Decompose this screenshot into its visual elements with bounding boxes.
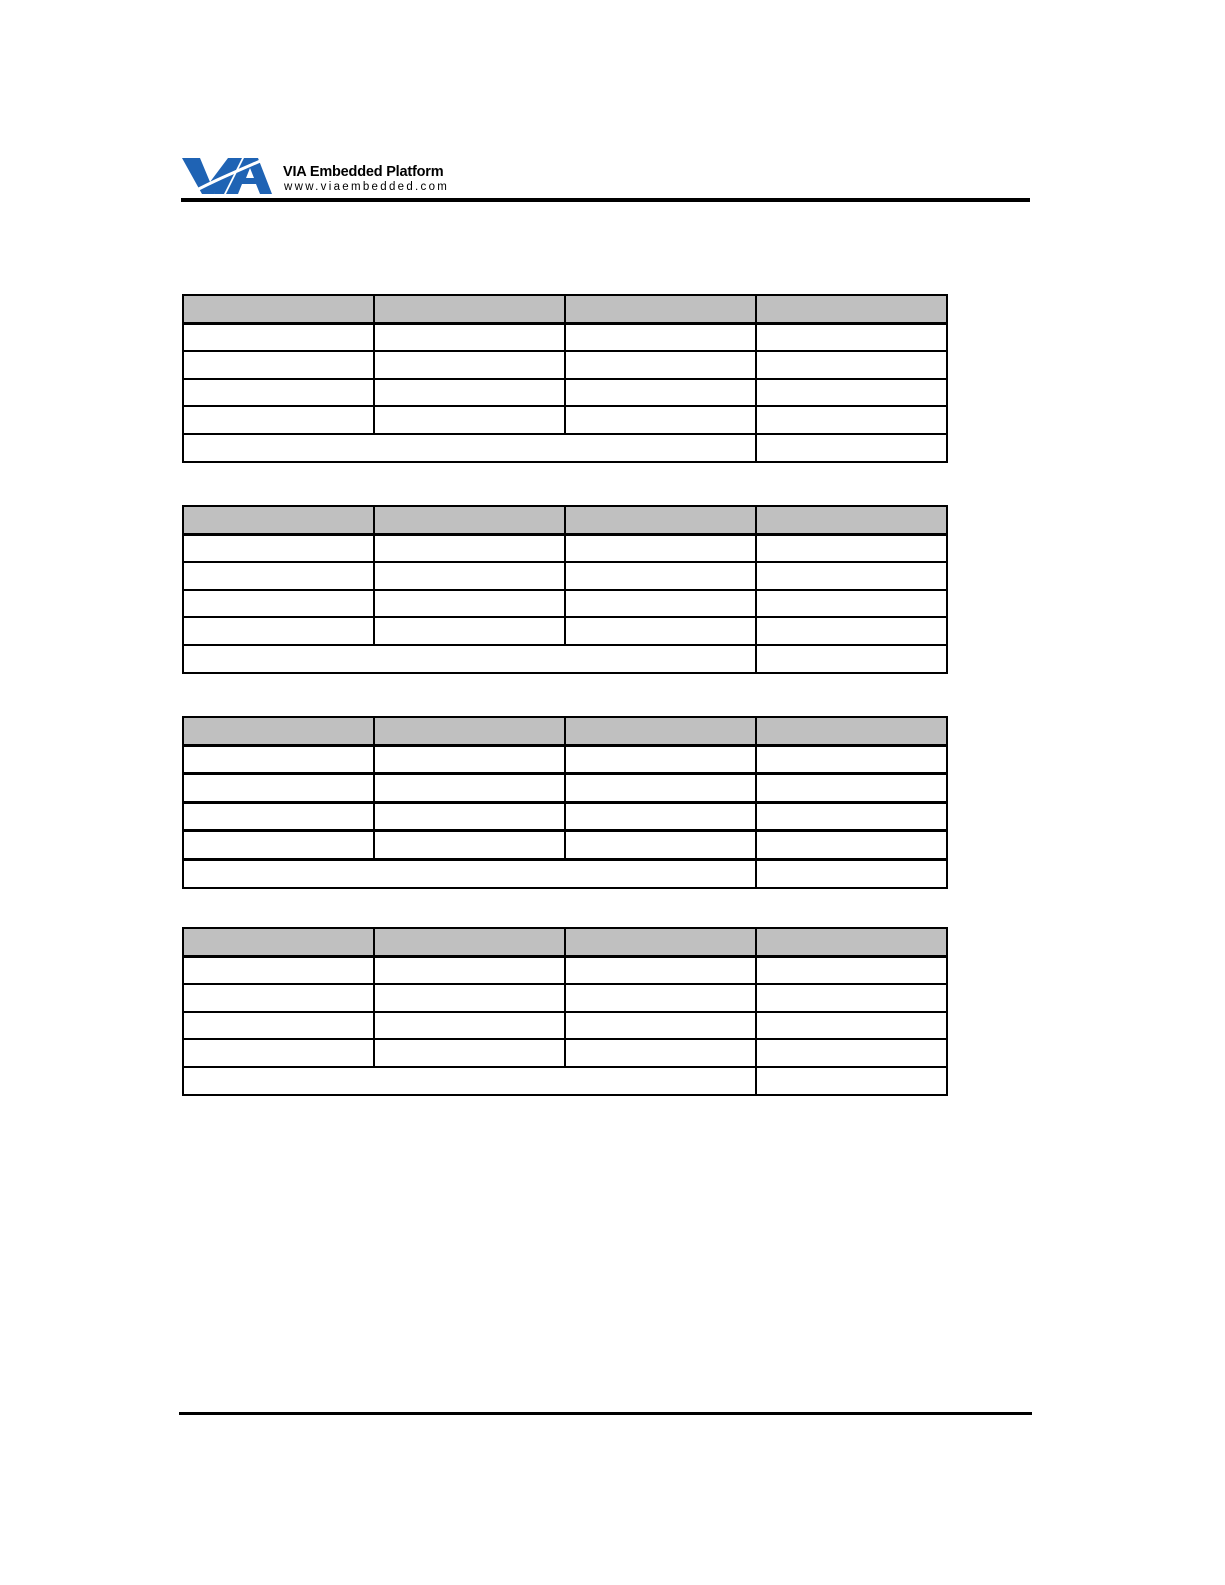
- table-cell: [183, 802, 374, 831]
- table-row: [183, 802, 947, 831]
- table-cell: [756, 351, 947, 379]
- header-cell: [183, 717, 374, 745]
- table-row: [183, 379, 947, 407]
- table-cell: [374, 379, 565, 407]
- total-value-cell: [756, 434, 947, 462]
- header-cell: [374, 928, 565, 956]
- footer-rule: [179, 1412, 1032, 1415]
- table-row: [183, 590, 947, 618]
- table-cell: [756, 590, 947, 618]
- table-row: [183, 323, 947, 351]
- table-cell: [183, 1012, 374, 1040]
- brand-name: VIA Embedded Platform: [283, 164, 444, 180]
- table-cell: [565, 1012, 756, 1040]
- table-row: [183, 745, 947, 774]
- table-cell: [183, 406, 374, 434]
- table-cell: [756, 323, 947, 351]
- total-value-cell: [756, 645, 947, 673]
- header-cell: [183, 928, 374, 956]
- table-cell: [374, 534, 565, 562]
- table-cell: [565, 802, 756, 831]
- table-cell: [565, 984, 756, 1012]
- table-cell: [183, 984, 374, 1012]
- table-cell: [374, 590, 565, 618]
- table-row: [183, 956, 947, 984]
- table-total-row: [183, 1067, 947, 1095]
- table-cell: [565, 323, 756, 351]
- via-logo-icon: [180, 152, 276, 200]
- header-cell: [374, 506, 565, 534]
- table-cell: [183, 745, 374, 774]
- header-cell: [756, 295, 947, 323]
- table-row: [183, 406, 947, 434]
- header-cell: [756, 717, 947, 745]
- table-row: [183, 351, 947, 379]
- table-cell: [565, 590, 756, 618]
- table-header-row: [183, 506, 947, 534]
- table-cell: [565, 831, 756, 860]
- table-cell: [374, 323, 565, 351]
- table-cell: [374, 956, 565, 984]
- table-row: [183, 774, 947, 803]
- table-cell: [374, 1039, 565, 1067]
- table-cell: [756, 534, 947, 562]
- table-cell: [756, 802, 947, 831]
- header-cell: [756, 928, 947, 956]
- table-total-row: [183, 434, 947, 462]
- table-row: [183, 831, 947, 860]
- header-cell: [565, 928, 756, 956]
- total-label-cell: [183, 1067, 756, 1095]
- table-cell: [374, 831, 565, 860]
- table-header-row: [183, 928, 947, 956]
- table-total-row: [183, 645, 947, 673]
- table-cell: [183, 562, 374, 590]
- table-cell: [183, 956, 374, 984]
- header-rule: [181, 198, 1030, 202]
- total-value-cell: [756, 1067, 947, 1095]
- header-cell: [756, 506, 947, 534]
- total-label-cell: [183, 645, 756, 673]
- table-header-row: [183, 295, 947, 323]
- table-cell: [756, 956, 947, 984]
- table-cell: [374, 351, 565, 379]
- table-cell: [183, 1039, 374, 1067]
- total-label-cell: [183, 434, 756, 462]
- table-cell: [756, 562, 947, 590]
- table-cell: [565, 379, 756, 407]
- table-cell: [756, 406, 947, 434]
- data-table-4: [182, 927, 948, 1096]
- table-row: [183, 984, 947, 1012]
- table-cell: [756, 379, 947, 407]
- table-row: [183, 617, 947, 645]
- table-cell: [565, 617, 756, 645]
- total-value-cell: [756, 859, 947, 887]
- table-cell: [565, 745, 756, 774]
- table-cell: [183, 774, 374, 803]
- table-cell: [565, 956, 756, 984]
- header-cell: [183, 506, 374, 534]
- table-cell: [756, 1012, 947, 1040]
- table-cell: [565, 534, 756, 562]
- table-cell: [183, 590, 374, 618]
- table-cell: [374, 802, 565, 831]
- table-cell: [756, 774, 947, 803]
- table-cell: [374, 984, 565, 1012]
- table-cell: [756, 1039, 947, 1067]
- table-row: [183, 562, 947, 590]
- table-row: [183, 534, 947, 562]
- total-label-cell: [183, 859, 756, 887]
- header-cell: [374, 295, 565, 323]
- table-cell: [565, 774, 756, 803]
- header-cell: [565, 717, 756, 745]
- header-cell: [565, 295, 756, 323]
- header-cell: [374, 717, 565, 745]
- table-cell: [565, 351, 756, 379]
- header-cell: [183, 295, 374, 323]
- table-cell: [374, 745, 565, 774]
- table-cell: [374, 774, 565, 803]
- table-row: [183, 1012, 947, 1040]
- table-cell: [374, 406, 565, 434]
- table-cell: [374, 617, 565, 645]
- table-header-row: [183, 717, 947, 745]
- table-row: [183, 1039, 947, 1067]
- table-cell: [756, 617, 947, 645]
- table-total-row: [183, 859, 947, 887]
- header-cell: [565, 506, 756, 534]
- table-cell: [183, 831, 374, 860]
- table-cell: [183, 323, 374, 351]
- page-header: [180, 150, 1032, 204]
- table-cell: [183, 534, 374, 562]
- table-cell: [183, 617, 374, 645]
- table-cell: [183, 351, 374, 379]
- table-cell: [756, 984, 947, 1012]
- table-cell: [183, 379, 374, 407]
- table-cell: [565, 1039, 756, 1067]
- table-cell: [374, 1012, 565, 1040]
- table-cell: [374, 562, 565, 590]
- data-table-3: [182, 716, 948, 889]
- data-table-1: [182, 294, 948, 463]
- brand-url: www.viaembedded.com: [284, 181, 450, 193]
- table-cell: [565, 562, 756, 590]
- table-cell: [565, 406, 756, 434]
- table-cell: [756, 745, 947, 774]
- data-table-2: [182, 505, 948, 674]
- table-cell: [756, 831, 947, 860]
